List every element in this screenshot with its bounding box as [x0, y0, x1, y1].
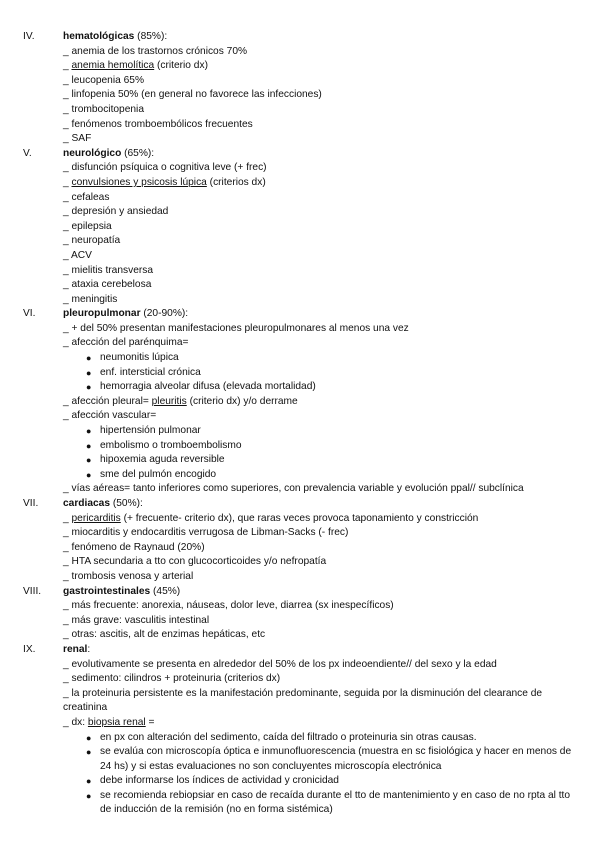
item-text: fenómenos tromboembólicos frecuentes	[71, 118, 253, 130]
bullet-text: debe informarse los índices de actividad y cronicidad	[100, 775, 339, 787]
section-title-suffix: (85%):	[134, 31, 168, 42]
item-text: más frecuente: anorexia, náuseas, dolor leve, diarrea (sx inespecíficos)	[71, 600, 394, 612]
section-title-text: renal	[63, 643, 88, 655]
list-item	[0, 132, 600, 147]
list-item	[0, 293, 600, 308]
bullet-item	[0, 424, 600, 439]
section-title-text: neurológico	[63, 147, 122, 159]
item-text: la proteinuria persistente es la manifestación predominante, seguida por la disminución del clearance de creatinina	[63, 687, 543, 714]
item-text: miocarditis y endocarditis verrugosa de Libman-Sacks (- frec)	[71, 527, 349, 539]
section	[0, 307, 600, 497]
list-item	[0, 658, 600, 673]
underlined-term: convulsiones y psicosis lúpica	[71, 176, 207, 188]
section-title-suffix: (65%):	[121, 147, 155, 159]
list-item	[0, 205, 600, 220]
dash-marker: _	[63, 220, 72, 232]
list-item	[0, 482, 600, 497]
item-text: leucopenia 65%	[71, 74, 145, 86]
list-item	[0, 628, 600, 643]
section-title-text: pleuropulmonar	[63, 308, 141, 320]
item-text: HTA secundaria a tto con glucocorticoides y/o nefropatía	[71, 556, 327, 568]
section-title-suffix: (50%):	[110, 498, 143, 509]
bullet-item	[0, 366, 600, 381]
dash-marker: _	[63, 176, 72, 188]
section-title	[0, 497, 600, 512]
section-number: IX.	[23, 643, 36, 655]
bullet-text: embolismo o tromboembolismo	[100, 439, 242, 451]
dash-marker: _	[63, 716, 72, 728]
section	[0, 30, 600, 147]
dash-marker: _	[63, 600, 72, 612]
item-text-after: (criterio dx) y/o derrame	[186, 395, 298, 407]
section-title-text: gastrointestinales	[63, 585, 151, 597]
section-title-suffix: :	[87, 643, 91, 655]
list-item	[0, 541, 600, 556]
item-text: vías aéreas= tanto inferiores como superiores, con prevalencia variable y evolución ppal// subclínica	[71, 483, 524, 495]
dash-marker: _	[63, 410, 72, 422]
list-item	[0, 88, 600, 103]
list-item	[0, 191, 600, 206]
item-text: depresión y ansiedad	[71, 206, 169, 218]
dash-marker: _	[63, 395, 72, 407]
dash-marker: _	[63, 570, 72, 582]
dash-marker: _	[63, 74, 72, 86]
bullet-item	[0, 745, 600, 774]
list-item	[0, 409, 600, 424]
list-item	[0, 249, 600, 264]
section-title	[0, 307, 600, 322]
dash-marker: _	[63, 673, 72, 685]
section-title-suffix: (20-90%):	[140, 308, 189, 320]
list-item	[0, 555, 600, 570]
list-item	[0, 278, 600, 293]
dash-marker: _	[63, 293, 72, 305]
section-title	[0, 30, 600, 45]
dash-marker: _	[63, 512, 72, 524]
bullet-item	[0, 380, 600, 395]
list-item	[0, 220, 600, 235]
bullet-item	[0, 453, 600, 468]
item-text: mielitis transversa	[71, 264, 154, 276]
list-item	[0, 176, 600, 191]
item-text: trombosis venosa y arterial	[71, 570, 194, 582]
list-item	[0, 672, 600, 687]
bullet-text: se evalúa con microscopía óptica e inmunofluorescencia (muestra en sc fisiológica y hacer en menos de 24 hs) y si estas evaluaciones no son concluyentes microscopía electrónica	[100, 746, 572, 772]
bullet-text: sme del pulmón encogido	[100, 468, 217, 480]
list-item	[0, 614, 600, 629]
list-item	[0, 74, 600, 89]
item-text: dx:	[71, 716, 88, 728]
bullet-text: en px con alteración del sedimento, caída del filtrado o proteinuria sin otras causas.	[100, 731, 477, 743]
section-number: VIII.	[23, 585, 42, 597]
dash-marker: _	[63, 541, 72, 553]
list-item	[0, 322, 600, 337]
item-text: más grave: vasculitis intestinal	[71, 614, 210, 626]
bullet-item	[0, 351, 600, 366]
item-text: + del 50% presentan manifestaciones pleuropulmonares al menos una vez	[71, 322, 409, 334]
bullet-text: hipertensión pulmonar	[100, 425, 201, 437]
bullet-icon: ●	[86, 353, 92, 364]
list-item	[0, 526, 600, 541]
section-number: IV.	[23, 31, 35, 42]
dash-marker: _	[63, 264, 72, 276]
list-item	[0, 570, 600, 585]
section-number: VII.	[23, 498, 39, 509]
bullet-text: se recomienda rebiopsiar en caso de recaída durante el tto de mantenimiento y en caso de no rpta al tto de inducción de la remisión (no en forma sistémica)	[100, 789, 571, 816]
list-item	[0, 59, 600, 74]
bullet-item	[0, 789, 600, 818]
dash-marker: _	[63, 162, 72, 174]
item-text: afección del parénquima=	[71, 337, 189, 349]
dash-marker: _	[63, 527, 72, 539]
item-text: epilepsia	[71, 220, 112, 232]
bullet-icon: ●	[86, 776, 92, 787]
section-title	[0, 147, 600, 162]
dash-marker: _	[63, 235, 72, 247]
item-text-after: =	[145, 716, 155, 728]
list-item	[0, 45, 600, 60]
item-text: afección pleural=	[71, 395, 152, 407]
list-item	[0, 512, 600, 527]
list-item	[0, 687, 600, 716]
list-item	[0, 336, 600, 351]
section	[0, 643, 600, 818]
item-text: evolutivamente se presenta en alrededor del 50% de los px indeoendiente// del sexo y la edad	[71, 658, 497, 670]
bullet-icon: ●	[86, 747, 92, 758]
bullet-item	[0, 774, 600, 789]
item-text: SAF	[71, 133, 92, 145]
dash-marker: _	[63, 556, 72, 568]
item-text: meningitis	[71, 293, 118, 305]
bullet-icon: ●	[86, 382, 92, 393]
item-text: ACV	[70, 249, 92, 261]
underlined-term: biopsia renal	[87, 716, 146, 728]
section	[0, 585, 600, 643]
dash-marker: _	[63, 89, 72, 101]
item-text: otras: ascitis, alt de enzimas hepáticas, etc	[71, 629, 266, 641]
item-text: fenómeno de Raynaud (20%)	[71, 541, 205, 553]
bullet-icon: ●	[86, 469, 92, 480]
dash-marker: _	[63, 45, 72, 57]
underlined-term: anemia hemolítica	[71, 60, 155, 72]
list-item	[0, 599, 600, 614]
section	[0, 147, 600, 308]
item-text: linfopenia 50% (en general no favorece las infecciones)	[71, 89, 322, 101]
dash-marker: _	[63, 133, 72, 145]
list-item	[0, 264, 600, 279]
item-text: ataxia cerebelosa	[71, 279, 152, 291]
bullet-icon: ●	[86, 426, 92, 437]
list-item	[0, 234, 600, 249]
dash-marker: _	[63, 629, 72, 641]
item-text: (criterio dx)	[154, 60, 208, 72]
section-title-text: cardiacas	[63, 498, 111, 509]
list-item	[0, 103, 600, 118]
dash-marker: _	[63, 322, 72, 334]
section-title	[0, 643, 600, 658]
item-text: sedimento: cilindros + proteinuria (criterios dx)	[71, 673, 281, 685]
dash-marker: _	[63, 614, 72, 626]
item-text: cefaleas	[71, 191, 110, 203]
section-title	[0, 585, 600, 600]
dash-marker: _	[63, 658, 72, 670]
bullet-text: hipoxemia aguda reversible	[100, 454, 225, 466]
document-page	[0, 30, 600, 818]
bullet-icon: ●	[86, 367, 92, 378]
list-item	[0, 118, 600, 133]
underlined-term: pericarditis	[71, 512, 121, 524]
list-item	[0, 161, 600, 176]
dash-marker: _	[63, 118, 72, 130]
bullet-item	[0, 731, 600, 746]
bullet-item	[0, 468, 600, 483]
bullet-icon: ●	[86, 790, 92, 801]
bullet-text: enf. intersticial crónica	[100, 366, 201, 378]
list-item	[0, 716, 600, 731]
bullet-text: hemorragia alveolar difusa (elevada mortalidad)	[100, 381, 316, 393]
dash-marker: _	[63, 687, 72, 699]
dash-marker: _	[63, 60, 72, 72]
underlined-term: pleuritis	[151, 395, 187, 407]
dash-marker: _	[63, 337, 72, 349]
dash-marker: _	[63, 249, 71, 261]
item-text: neuropatía	[71, 235, 121, 247]
section-number: V.	[23, 147, 32, 159]
dash-marker: _	[63, 279, 72, 291]
dash-marker: _	[63, 103, 72, 115]
bullet-text: neumonitis lúpica	[100, 352, 179, 364]
bullet-icon: ●	[86, 440, 92, 451]
section-number: VI.	[23, 308, 36, 320]
item-text: anemia de los trastornos crónicos 70%	[71, 45, 248, 57]
bullet-icon: ●	[86, 455, 92, 466]
item-text: trombocitopenia	[71, 103, 144, 115]
item-text: (criterios dx)	[206, 176, 266, 188]
dash-marker: _	[63, 191, 72, 203]
section	[0, 497, 600, 585]
item-text: disfunción psíquica o cognitiva leve (+ frec)	[71, 162, 267, 174]
item-text: afección vascular=	[71, 410, 157, 422]
section-title-text: hematológicas	[63, 31, 135, 42]
bullet-icon: ●	[86, 732, 92, 743]
bullet-item	[0, 439, 600, 454]
item-text: (+ frecuente- criterio dx), que raras veces provoca taponamiento y constricción	[120, 512, 479, 524]
list-item	[0, 395, 600, 410]
dash-marker: _	[63, 206, 72, 218]
section-title-suffix: (45%)	[150, 585, 181, 597]
dash-marker: _	[63, 483, 72, 495]
